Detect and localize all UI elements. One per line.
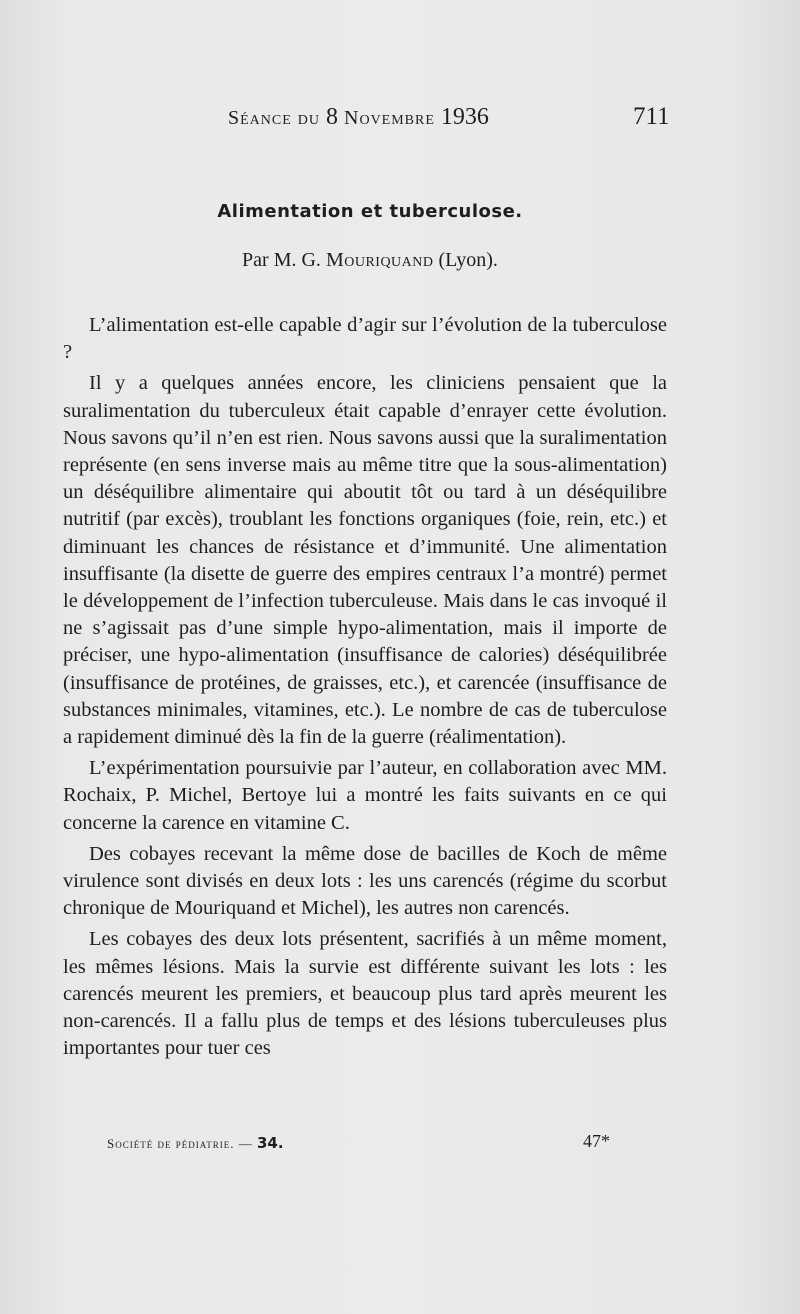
running-head-text: Séance du [228,107,321,129]
paragraph-method: Des cobayes recevant la même dose de bacilles de Koch de même virulence sont divisés en deux lots : les uns carencés (régime du scorbut chronique de Mouriquand et Michel), les autres non carencés. [63,842,667,920]
running-head [228,104,489,131]
article-title: Alimentation et tuberculose. [217,201,523,222]
running-head-day: 8 [326,104,339,130]
page-number: 711 [633,103,670,130]
author-city: (Lyon). [438,249,498,271]
running-head-month: Novembre [344,107,435,129]
paragraph-background: Il y a quelques années encore, les cliniciens pensaient que la suralimentation du tuberculeux était capable d’enrayer cette évolution. Nous savons qu’il n’en est rien. Nous savons aussi que la suralimentation représente (en sens inverse mais au même titre que la sous-alimentation) un déséquilibre alimentaire qui aboutit tôt ou tard à un déséquilibre nutritif (par excès), troublant les fonctions organiques (foie, rein, etc.) et diminuant les chances de résistance et d’immunité. Une alimentation insuffisante (la disette de guerre des empires centraux l’a montré) permet le développement de l’infection tuberculeuse. Mais dans le cas invoqué il ne s’agissait pas d’une simple hypo-alimentation, mais il importe de préciser, une hypo-alimentation (insuffisance de calories) déséquilibrée (insuffisance de protéines, de graisses, etc.), et carencée (insuffisance de substances minimales, vitamines, etc.). Le nombre de cas de tuberculose a rapidement diminué dès la fin de la guerre (réalimentation). [63,372,667,749]
paragraph-question: L’alimentation est-elle capable d’agir sur l’évolution de la tuberculose ? [63,314,667,364]
running-head-year: 1936 [440,104,489,130]
footer-sheet-number: 34. [256,1134,284,1152]
paragraph-experiment: L’expérimentation poursuivie par l’auteur, en collaboration avec MM. Rochaix, P. Michel, Bertoye lui a montré les faits suivants en ce qui concerne la carence en vitamine C. [63,757,667,834]
byline [0,249,740,272]
footer-signature [107,1134,284,1152]
author-name: Mouriquand [325,249,434,271]
footer-signature-mark: 47* [583,1131,610,1151]
footer-journal: Société de pédiatrie. [107,1136,235,1151]
byline-prefix: Par M. G. [242,249,321,271]
paragraph-results: Les cobayes des deux lots présentent, sacrifiés à un même moment, les mêmes lésions. Mais la survie est différente suivant les lots : les carencés meurent les premiers, et beaucoup plus tard après meurent les non-carencés. Il a fallu plus de temps et des lésions tuberculeuses plus importantes pour tuer ces [63,928,667,1060]
footer-dash: — [238,1136,253,1151]
article-body [63,312,667,1066]
